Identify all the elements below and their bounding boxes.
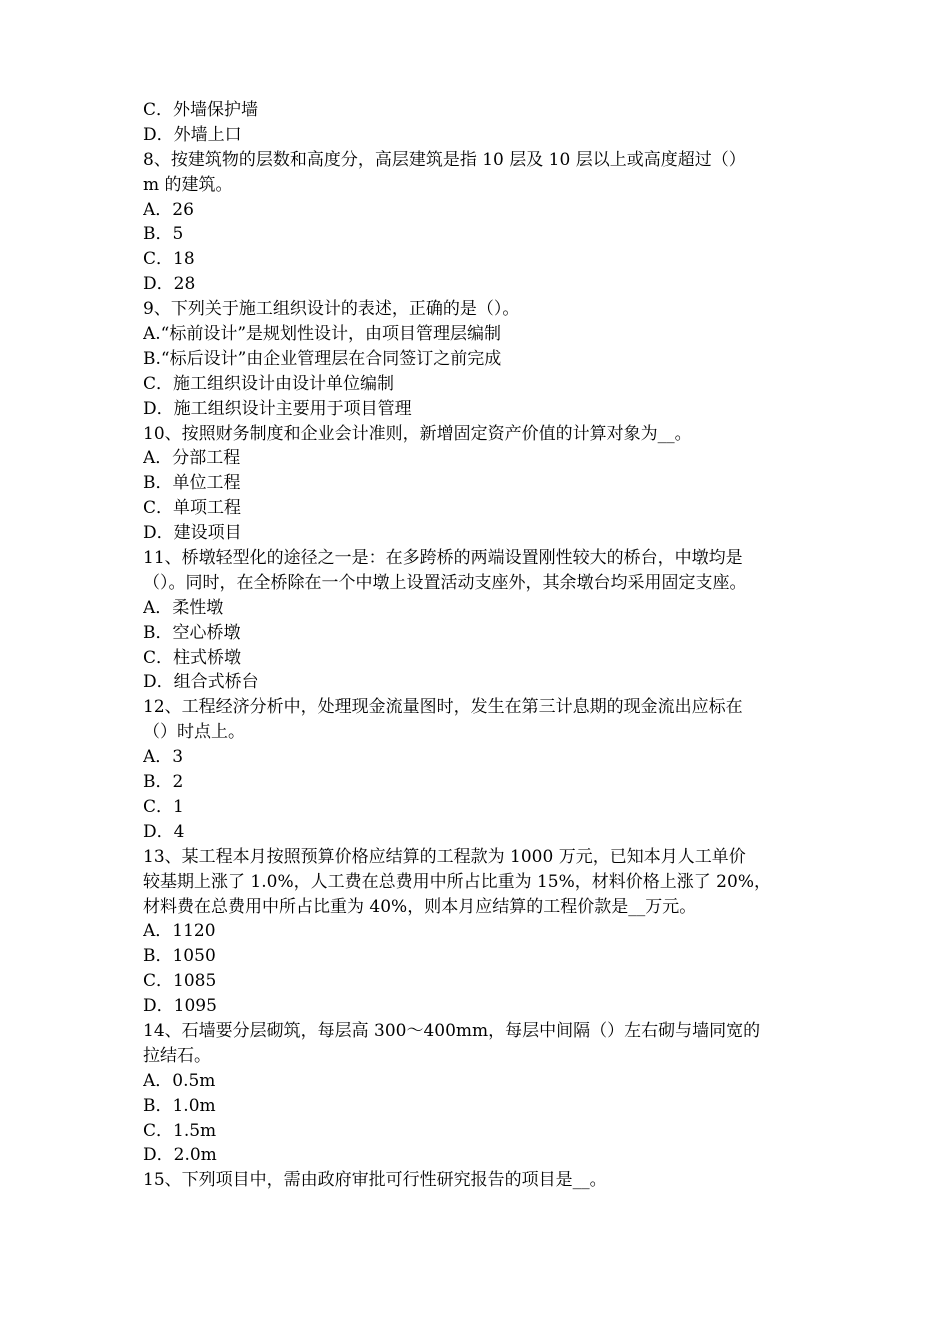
text-line: 8、按建筑物的层数和高度分，高层建筑是指 10 层及 10 层以上或高度超过（） [143,149,746,170]
text-line: C．1 [143,796,184,817]
text-line: C．18 [143,249,195,270]
text-line: D．外墙上口 [143,124,242,145]
text-line: 较基期上涨了 1.0%，人工费在总费用中所占比重为 15%，材料价格上涨了 20%， [143,871,771,892]
text-line: D．28 [143,274,196,295]
text-line: m 的建筑。 [143,174,233,195]
text-line: C．施工组织设计由设计单位编制 [143,373,395,394]
text-line: D．4 [143,821,185,842]
text-line: B．单位工程 [143,473,241,494]
text-line: A．柔性墩 [143,597,224,618]
text-line: D．1095 [143,996,217,1017]
text-line: D．施工组织设计主要用于项目管理 [143,398,412,419]
text-line: B．空心桥墩 [143,622,241,643]
text-line: 13、某工程本月按照预算价格应结算的工程款为 1000 万元，已知本月人工单价 [143,846,746,867]
text-line: D．组合式桥台 [143,672,259,693]
text-line: D．2.0m [143,1145,217,1166]
text-line: A．1120 [143,921,216,942]
text-line: B.“标后设计”由企业管理层在合同签订之前完成 [143,348,502,369]
text-line: 12、工程经济分析中，处理现金流量图时，发生在第三计息期的现金流出应标在 [143,697,743,718]
text-line: 15、下列项目中，需由政府审批可行性研究报告的项目是__。 [143,1170,607,1191]
document-body [143,98,813,1193]
text-line: （）。同时，在全桥除在一个中墩上设置活动支座外，其余墩台均采用固定支座。 [143,572,747,593]
text-line: B．5 [143,224,184,245]
text-line: 11、桥墩轻型化的途径之一是：在多跨桥的两端设置刚性较大的桥台，中墩均是 [143,548,743,569]
text-line: （）时点上。 [143,722,245,743]
text-line: 14、石墙要分层砌筑，每层高 300～400mm，每层中间隔（）左右砌与墙同宽的 [143,1020,761,1041]
text-line: C．1.5m [143,1120,217,1141]
text-line: B．2 [143,772,184,793]
text-line: C．单项工程 [143,498,242,519]
text-line: 拉结石。 [143,1045,211,1066]
text-line: 9、下列关于施工组织设计的表述，正确的是（）。 [143,299,520,320]
text-line: A．分部工程 [143,448,241,469]
text-line: C．外墙保护墙 [143,100,259,120]
text-line: A．0.5m [143,1070,216,1091]
text-line: C．柱式桥墩 [143,647,242,668]
text-line: A．3 [143,747,184,768]
text-line: 10、按照财务制度和企业会计准则，新增固定资产价值的计算对象为__。 [143,423,692,444]
text-line: D．建设项目 [143,523,242,544]
text-line: A．26 [143,199,194,220]
text-line: C．1085 [143,971,217,992]
text-line: A.“标前设计”是规划性设计，由项目管理层编制 [143,324,502,345]
text-line: B．1050 [143,946,216,967]
text-line: B．1.0m [143,1095,216,1116]
text-line: 材料费在总费用中所占比重为 40%，则本月应结算的工程价款是__万元。 [143,896,697,917]
